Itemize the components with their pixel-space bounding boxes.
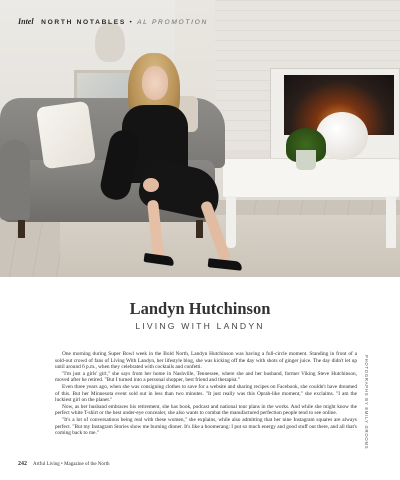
plant-pot	[296, 150, 316, 170]
pillow	[36, 101, 96, 170]
header-separator: •	[129, 19, 134, 26]
page-footer	[18, 461, 109, 467]
sofa-arm	[0, 140, 30, 220]
photo-credit: PHOTOGRAPHS BY EMILY GROOMS	[364, 355, 369, 450]
table-leg	[226, 196, 236, 248]
article-paragraph: One morning during Super Bowl week in the Bold North, Landyn Hutchinson was having a full-circle moment. Standing in front of a sold-out crowd of fans of Living With Landyn, her lifestyle blog, she was kicking off the day with shots of ginger juice. The day didn't let up until around 6 p.m., when they celebrated with cocktails and confetti.	[55, 351, 357, 371]
brand-name: Intel	[18, 17, 34, 26]
article-paragraph: Even three years ago, when she was consigning clothes to save for a website and sharing recipes on Facebook, she couldn't have dreamed of this. But her Minnesota event sold out in less than two minutes. "It just really was this Oprah-like moment," she exclaims. "I am the luckiest girl on the planet."	[55, 383, 357, 404]
article-paragraph: Now, as her husband embraces his retirement, she has book, podcast and national tour plans in the works. And while she might know the perfect white T-shirt or the best under-eye concealer, she also wants to combat the manufactured perfection people tend to see online.	[55, 403, 357, 417]
lamp	[95, 22, 125, 62]
section-header	[18, 17, 208, 26]
publication-name: Artful Living	[32, 462, 60, 467]
article-paragraph: "I'm just a girls' girl," she says from her home in Nashville, Tennessee, where she and her husband, former Viking Steve Hutchinson, moved after he retired. "But I turned into a personal shopper, best friend and therapist."	[55, 370, 357, 384]
promotion-label: AL PROMOTION	[137, 19, 208, 26]
sofa-leg	[18, 220, 25, 238]
woman-face	[142, 66, 168, 100]
publication-tagline: Magazine of the North	[64, 462, 110, 467]
sofa-leg	[196, 220, 203, 238]
table-leg	[386, 196, 396, 248]
article-body	[55, 351, 357, 437]
article-title: Landyn Hutchinson	[129, 299, 271, 318]
footer-separator: •	[61, 462, 63, 467]
article-subtitle: LIVING WITH LANDYN	[135, 321, 265, 331]
article-paragraph: "It's a lot of conversations being real with these women," she explains, while also admitting that her nine Instagram squares are always perfect. "But my Instagram Stories show me burning dinner. It's like a boomerang: I put so much energy and good stuff out there, and all that's coming back to me."	[55, 416, 357, 437]
woman-hand	[143, 178, 159, 192]
page-number: 242	[18, 461, 27, 467]
section-name: NORTH NOTABLES	[41, 19, 126, 26]
